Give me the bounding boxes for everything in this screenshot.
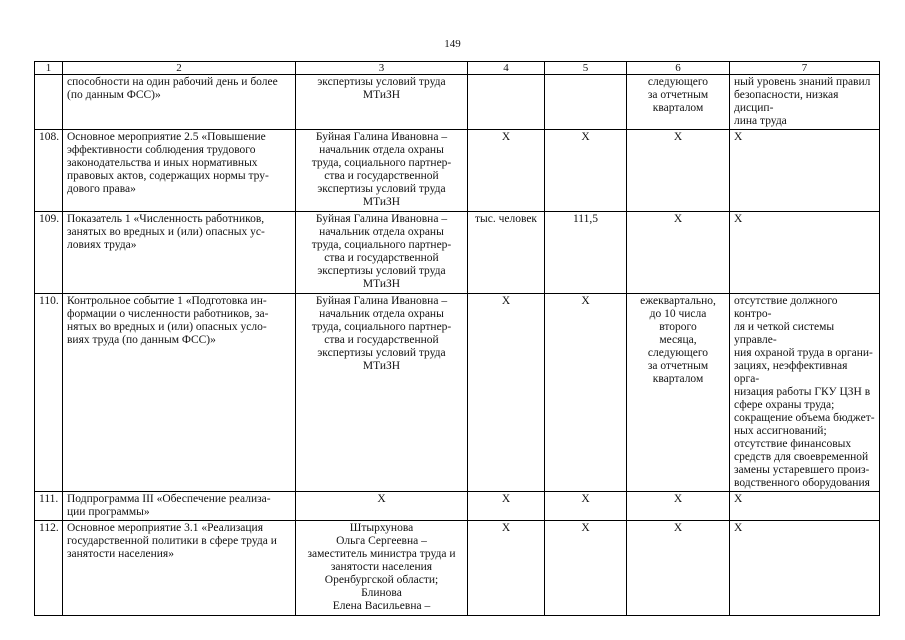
indicator-value: Х bbox=[581, 131, 590, 143]
column-number: 3 bbox=[296, 62, 468, 75]
deadline-cell bbox=[627, 294, 730, 492]
unit-of-measure: тыс. человек bbox=[474, 213, 538, 225]
responsible-person-cell bbox=[296, 212, 468, 294]
column-number: 5 bbox=[545, 62, 627, 75]
responsible-person-cell bbox=[296, 492, 468, 521]
page-number: 149 bbox=[444, 38, 461, 50]
consequences: Х bbox=[734, 522, 743, 534]
consequences-cell bbox=[730, 212, 880, 294]
indicator-value-cell bbox=[545, 212, 627, 294]
deadline: следующего за отчетным кварталом bbox=[647, 76, 709, 114]
deadline: ежеквартально, до 10 числа второго месяца, следующего за отчетным кварталом bbox=[640, 295, 716, 385]
indicator-value: 111,5 bbox=[572, 213, 599, 225]
row-number-cell bbox=[35, 212, 63, 294]
deadline: Х bbox=[673, 493, 683, 505]
deadline: Х bbox=[673, 213, 683, 225]
indicator-value-cell bbox=[545, 492, 627, 521]
activity-name-cell bbox=[63, 521, 296, 616]
consequences-cell bbox=[730, 521, 880, 616]
column-number-row bbox=[35, 62, 880, 75]
column-number: 7 bbox=[730, 62, 880, 75]
row-number: 109. bbox=[39, 213, 60, 225]
activity-name: Контрольное событие 1 «Подготовка ин- формации о численности работников, за- нятых во вредных и (или) опасных усло- виях труда (по данным ФСС)» bbox=[67, 295, 269, 346]
responsible-person: Х bbox=[377, 493, 386, 505]
unit-of-measure: Х bbox=[501, 131, 511, 143]
table-row bbox=[35, 492, 880, 521]
deadline-cell bbox=[627, 212, 730, 294]
consequences-cell bbox=[730, 492, 880, 521]
indicator-value: Х bbox=[581, 522, 590, 534]
activity-name: Показатель 1 «Численность работников, занятых во вредных и (или) опасных ус- ловиях труда» bbox=[67, 213, 265, 251]
responsible-person: Буйная Галина Ивановна – начальник отдела охраны труда, социального партнер- ства и государственной экспертизы условий труда МТиЗН bbox=[311, 295, 452, 372]
table-row bbox=[35, 521, 880, 616]
row-number: 110. bbox=[39, 295, 59, 307]
table-row bbox=[35, 130, 880, 212]
indicator-value-cell bbox=[545, 294, 627, 492]
row-number-cell bbox=[35, 521, 63, 616]
column-number: 4 bbox=[468, 62, 545, 75]
activity-name: Основное мероприятие 3.1 «Реализация государственной политики в сфере труда и занятости населения» bbox=[67, 522, 277, 560]
responsible-person-cell bbox=[296, 294, 468, 492]
unit-of-measure-cell bbox=[468, 492, 545, 521]
table-row bbox=[35, 294, 880, 492]
responsible-person: Буйная Галина Ивановна – начальник отдела охраны труда, социального партнер- ства и государственной экспертизы условий труда МТиЗН bbox=[311, 213, 452, 290]
responsible-person: Штырхунова Ольга Сергеевна – заместитель министра труда и занятости населения Оренбургской области; Блинова Елена Васильевна – bbox=[307, 522, 456, 612]
deadline: Х bbox=[673, 522, 683, 534]
activity-name-cell bbox=[63, 294, 296, 492]
indicator-value: Х bbox=[581, 493, 590, 505]
deadline-cell bbox=[627, 130, 730, 212]
deadline-cell bbox=[627, 492, 730, 521]
responsible-person-cell bbox=[296, 130, 468, 212]
responsible-person-cell bbox=[296, 521, 468, 616]
unit-of-measure-cell bbox=[468, 212, 545, 294]
activity-name-cell bbox=[63, 75, 296, 130]
indicator-value: Х bbox=[581, 295, 590, 307]
consequences-cell bbox=[730, 294, 880, 492]
row-number-cell bbox=[35, 75, 63, 130]
activity-name: способности на один рабочий день и более (по данным ФСС)» bbox=[67, 76, 278, 101]
consequences: ный уровень знаний правил безопасности, низкая дисцип- лина труда bbox=[734, 76, 871, 127]
row-number: 108. bbox=[39, 131, 60, 143]
activity-name-cell bbox=[63, 212, 296, 294]
consequences: отсутствие должного контро- ля и четкой системы управле- ния охраной труда в органи- зациях, неэффективная орга- низация работы ГКУ ЦЗН в сфере охраны труда; сокращение объема бюджет- ных ассигнований; отсутствие финансовых средств для своевременной замены устаревшего произ- водственного оборудования bbox=[734, 295, 875, 489]
row-number: 112. bbox=[39, 522, 59, 534]
unit-of-measure: Х bbox=[501, 522, 511, 534]
column-number: 1 bbox=[35, 62, 63, 75]
deadline-cell bbox=[627, 75, 730, 130]
deadline: Х bbox=[673, 131, 683, 143]
consequences-cell bbox=[730, 130, 880, 212]
responsible-person: экспертизы условий труда МТиЗН bbox=[317, 76, 446, 101]
activity-name: Подпрограмма III «Обеспечение реализа- ции программы» bbox=[67, 493, 271, 518]
row-number: 111. bbox=[39, 493, 59, 505]
row-number-cell bbox=[35, 130, 63, 212]
activity-name: Основное мероприятие 2.5 «Повышение эффективности соблюдения трудового законодательства и иных нормативных правовых актов, содержащих нормы тру- дового права» bbox=[67, 131, 269, 195]
unit-of-measure: Х bbox=[501, 295, 511, 307]
consequences: Х bbox=[734, 493, 743, 505]
row-number-cell bbox=[35, 294, 63, 492]
consequences: Х bbox=[734, 131, 743, 143]
unit-of-measure: Х bbox=[501, 493, 511, 505]
consequences-cell bbox=[730, 75, 880, 130]
indicator-value-cell bbox=[545, 75, 627, 130]
table-row bbox=[35, 75, 880, 130]
indicator-value-cell bbox=[545, 130, 627, 212]
activity-name-cell bbox=[63, 130, 296, 212]
column-number: 2 bbox=[63, 62, 296, 75]
row-number-cell bbox=[35, 492, 63, 521]
column-number: 6 bbox=[627, 62, 730, 75]
activity-name-cell bbox=[63, 492, 296, 521]
unit-of-measure-cell bbox=[468, 521, 545, 616]
unit-of-measure-cell bbox=[468, 75, 545, 130]
unit-of-measure-cell bbox=[468, 130, 545, 212]
plan-table bbox=[34, 61, 880, 616]
consequences: Х bbox=[734, 213, 743, 225]
deadline-cell bbox=[627, 521, 730, 616]
unit-of-measure-cell bbox=[468, 294, 545, 492]
indicator-value-cell bbox=[545, 521, 627, 616]
responsible-person-cell bbox=[296, 75, 468, 130]
responsible-person: Буйная Галина Ивановна – начальник отдела охраны труда, социального партнер- ства и государственной экспертизы условий труда МТиЗН bbox=[311, 131, 452, 208]
table-row bbox=[35, 212, 880, 294]
